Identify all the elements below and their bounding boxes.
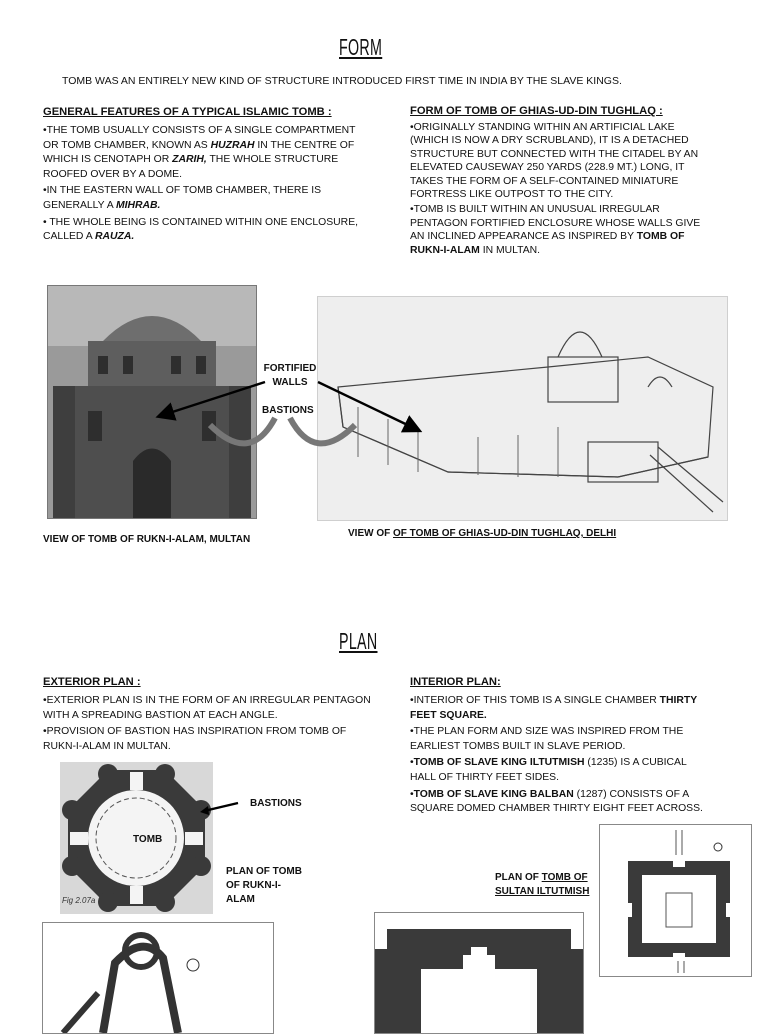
tughlaq-pentagon-plan <box>42 922 274 1034</box>
exterior-plan-heading: EXTERIOR PLAN : <box>43 676 141 688</box>
pointer-arrows <box>150 370 430 460</box>
caption-rukn-view: VIEW OF TOMB OF RUKN-I-ALAM, MULTAN <box>43 534 251 545</box>
caption-tughlaq-view: VIEW OF OF TOMB OF GHIAS-UD-DIN TUGHLAQ, DELHI <box>348 528 617 539</box>
exterior-plan-text: •EXTERIOR PLAN IS IN THE FORM OF AN IRREGULAR PENTAGON WITH A SPREADING BASTION AT EACH ANGLE. •PROVISION OF BASTION HAS INSPIRATION FROM TOMB OF RUKN-I-ALAM IN MULTAN. <box>43 695 371 752</box>
iltutmish-plan-figure <box>599 824 752 977</box>
tomb-label: TOMB <box>133 834 163 845</box>
plan-title: PLAN <box>339 628 378 654</box>
balban-plan-figure <box>374 912 584 1034</box>
general-features-text: •THE TOMB USUALLY CONSISTS OF A SINGLE COMPARTMENT OR TOMB CHAMBER, KNOWN AS HUZRAH IN THE CENTRE OF WHICH IS CENOTAPH OR ZARIH, THE WHOLE STRUCTURE ROOFED OVER BY A DOME. •IN THE EASTERN WALL OF TOMB CHAMBER, THERE IS GENERALLY A MIHRAB. • THE WHOLE BEING IS CONTAINED WITHIN ONE ENCLOSURE, CALLED A RAUZA. <box>43 125 359 243</box>
bastion-arrow <box>198 798 243 818</box>
general-features-heading: GENERAL FEATURES OF A TYPICAL ISLAMIC TOMB : <box>43 106 332 118</box>
form-of-tomb-text: •ORIGINALLY STANDING WITHIN AN ARTIFICIAL LAKE (WHICH IS NOW A DRY SCRUBLAND), IT IS A DETACHED STRUCTURE BUT CONNECTED WITH THE CITADEL BY AN ELEVATED CAUSEWAY 250 YARDS (228.9 MT.) LONG, IT TAKES THE FORM OF A SELF-CONTAINED MINIATURE FORTRESS LIKE OUTPOST TO THE CITY. •TOMB IS BUILT WITHIN AN UNUSUAL IRREGULAR PENTAGON FORTIFIED ENCLOSURE WHOSE WALLS GIVE AN INCLINED APPEARANCE AS INSPIRED BY TOMB OF RUKN-I-ALAM IN MULTAN. <box>410 122 701 256</box>
form-title: FORM <box>339 34 383 60</box>
fig-label: Fig 2.07a <box>62 896 96 905</box>
plan-bastions-label: BASTIONS <box>250 798 302 809</box>
interior-plan-text: •INTERIOR OF THIS TOMB IS A SINGLE CHAMBER THIRTY FEET SQUARE. •THE PLAN FORM AND SIZE WAS INSPIRED FROM THE EARLIEST TOMBS BUILT IN SLAVE PERIOD. •TOMB OF SLAVE KING ILTUTMISH (1235) IS A CUBICAL HALL OF THIRTY FEET SIDES. •TOMB OF SLAVE KING BALBAN (1287) CONSISTS OF A SQUARE DOMED CHAMBER THIRTY EIGHT FEET ACROSS. <box>410 695 703 815</box>
plan-iltutmish-caption: PLAN OF TOMB OF SULTAN ILTUTMISH <box>495 872 590 897</box>
interior-plan-heading: INTERIOR PLAN: <box>410 676 501 688</box>
plan-rukn-caption: PLAN OF TOMB OF RUKN-I-ALAM <box>226 866 302 905</box>
form-of-tomb-heading: FORM OF TOMB OF GHIAS-UD-DIN TUGHLAQ : <box>410 105 663 117</box>
rukn-plan-figure <box>60 762 213 914</box>
bastions-label: BASTIONS <box>262 405 314 416</box>
fortified-walls-label: FORTIFIED WALLS <box>263 363 317 388</box>
form-intro: TOMB WAS AN ENTIRELY NEW KIND OF STRUCTURE INTRODUCED FIRST TIME IN INDIA BY THE SLAVE KINGS. <box>62 75 622 87</box>
